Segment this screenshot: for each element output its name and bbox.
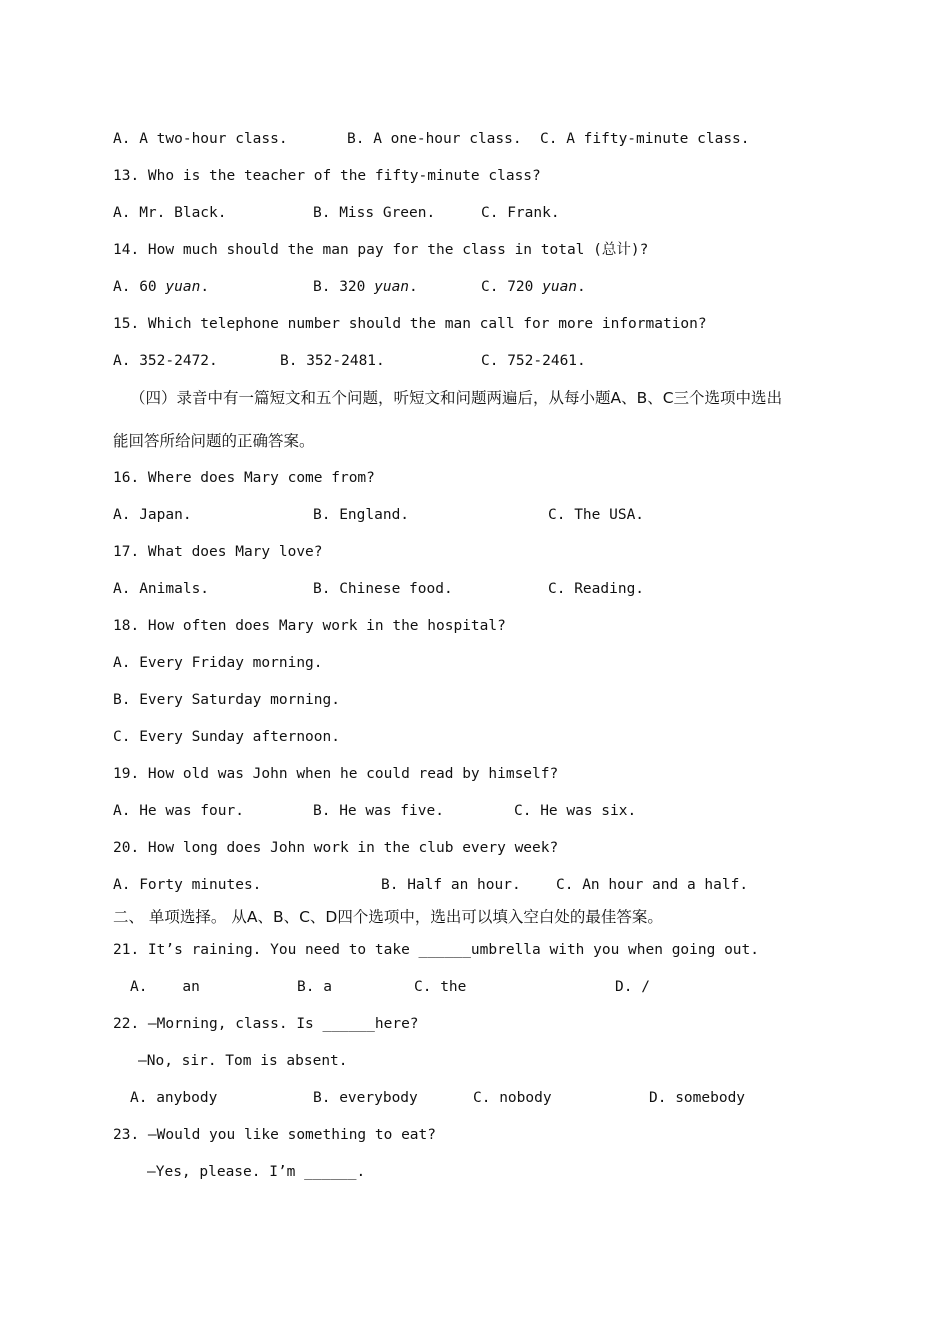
q14-option-b-unit: yuan xyxy=(374,279,410,295)
section-4-instruction-line2: 能回答所给问题的正确答案。 xyxy=(113,432,315,450)
q13-stem: 13. Who is the teacher of the fifty-minute class? xyxy=(113,168,541,184)
q14-option-c-label: C. 720 xyxy=(481,279,543,295)
q21-stem: 21. It’s raining. You need to take ______umbrella with you when going out. xyxy=(113,942,760,958)
q21-option-a: A. an xyxy=(130,979,200,995)
q23-stem: 23. —Would you like something to eat? xyxy=(113,1127,437,1143)
q18-option-a: A. Every Friday morning. xyxy=(113,655,323,671)
q22-stem: 22. —Morning, class. Is ______here? xyxy=(113,1016,419,1032)
q17-option-b: B. Chinese food. xyxy=(313,581,453,597)
q19-option-b: B. He was five. xyxy=(313,803,444,819)
q19-option-c: C. He was six. xyxy=(514,803,637,819)
q16-stem: 16. Where does Mary come from? xyxy=(113,470,375,486)
q14-option-b-label: B. 320 xyxy=(313,279,375,295)
q15-stem: 15. Which telephone number should the man call for more information? xyxy=(113,316,707,332)
q19-option-a: A. He was four. xyxy=(113,803,244,819)
q22-option-a: A. anybody xyxy=(130,1090,218,1106)
q15-option-b: B. 352-2481. xyxy=(280,353,385,369)
q16-option-b: B. England. xyxy=(313,507,410,523)
q19-stem: 19. How old was John when he could read by himself? xyxy=(113,766,559,782)
q22-option-b: B. everybody xyxy=(313,1090,418,1106)
part-2-heading: 二、 单项选择。 从A、B、C、D四个选项中，选出可以填入空白处的最佳答案。 xyxy=(113,908,663,926)
q13-option-b: B. Miss Green. xyxy=(313,205,436,221)
q21-option-d: D. / xyxy=(615,979,650,995)
q18-option-b: B. Every Saturday morning. xyxy=(113,692,340,708)
q22-reply: —No, sir. Tom is absent. xyxy=(138,1053,348,1069)
q22-option-d: D. somebody xyxy=(649,1090,746,1106)
q17-option-c: C. Reading. xyxy=(548,581,645,597)
q17-stem: 17. What does Mary love? xyxy=(113,544,323,560)
q21-option-c: C. the xyxy=(414,979,467,995)
q20-option-b: B. Half an hour. xyxy=(381,877,521,893)
q13-option-c: C. Frank. xyxy=(481,205,560,221)
q20-option-a: A. Forty minutes. xyxy=(113,877,262,893)
q21-option-b: B. a xyxy=(297,979,332,995)
q15-option-c: C. 752-2461. xyxy=(481,353,586,369)
q12-option-b: B. A one-hour class. xyxy=(347,131,522,147)
q13-option-a: A. Mr. Black. xyxy=(113,205,227,221)
q23-reply: —Yes, please. I’m ______. xyxy=(147,1164,366,1180)
q17-option-a: A. Animals. xyxy=(113,581,210,597)
q14-option-c xyxy=(481,277,586,297)
q12-option-a: A. A two-hour class. xyxy=(113,131,288,147)
q22-option-c: C. nobody xyxy=(473,1090,552,1106)
q14-option-a-period: . xyxy=(200,279,210,295)
q14-option-a-unit: yuan xyxy=(165,279,201,295)
q14-stem: 14. How much should the man pay for the class in total (总计)? xyxy=(113,242,649,258)
q16-option-a: A. Japan. xyxy=(113,507,192,523)
q12-option-c: C. A fifty-minute class. xyxy=(540,131,750,147)
section-4-instruction-line1: （四）录音中有一篇短文和五个问题，听短文和问题两遍后，从每小题A、B、C三个选项中选出 xyxy=(130,389,783,407)
q16-option-c: C. The USA. xyxy=(548,507,645,523)
q14-option-a-label: A. 60 xyxy=(113,279,166,295)
q14-option-c-period: . xyxy=(577,279,586,295)
q14-option-c-unit: yuan xyxy=(542,279,578,295)
q14-option-b-period: . xyxy=(409,279,418,295)
q14-option-a xyxy=(113,277,209,297)
q18-stem: 18. How often does Mary work in the hospital? xyxy=(113,618,506,634)
q18-option-c: C. Every Sunday afternoon. xyxy=(113,729,340,745)
q20-stem: 20. How long does John work in the club every week? xyxy=(113,840,559,856)
q15-option-a: A. 352-2472. xyxy=(113,353,218,369)
q20-option-c: C. An hour and a half. xyxy=(556,877,749,893)
q14-option-b xyxy=(313,277,418,297)
